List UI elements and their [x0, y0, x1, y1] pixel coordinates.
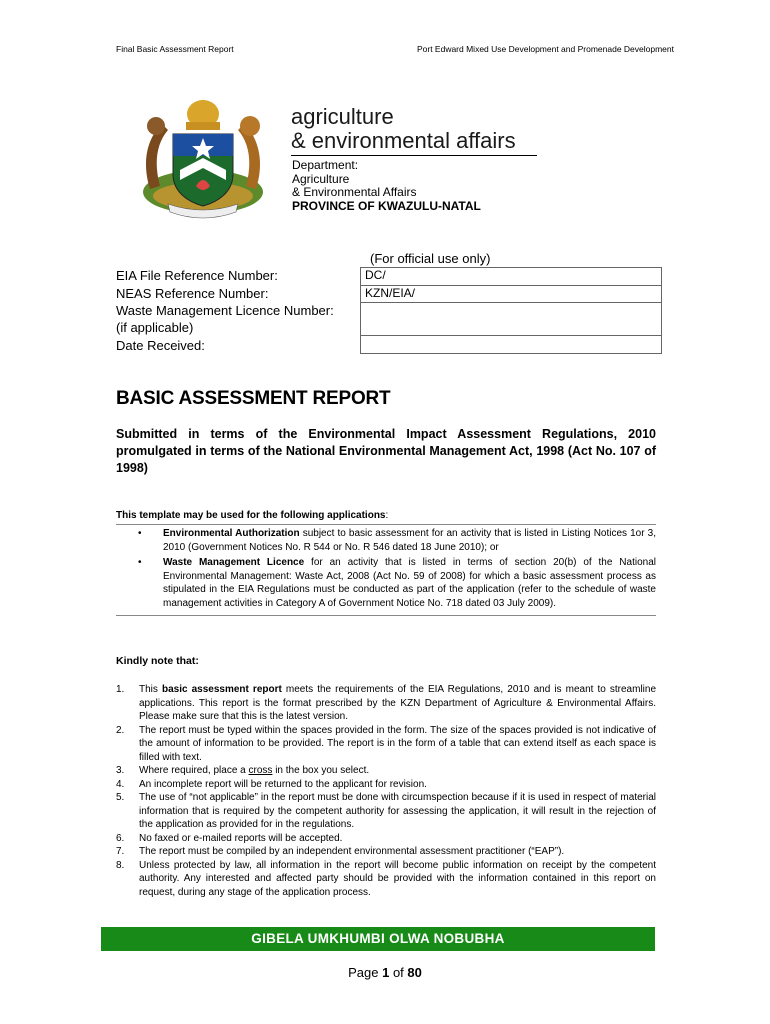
note-number: 3. [116, 765, 125, 776]
list-item [116, 778, 656, 792]
bullet-icon: • [138, 557, 142, 568]
submitted-text: Submitted in terms of the Environmental Impact Assessment Regulations, 2010 promulgated in terms of the National Environmental Management Act, 1998 (Act No. 107 of 1998) [116, 427, 656, 475]
note-text: No faxed or e-mailed reports will be accepted. [139, 832, 343, 844]
date-received-field[interactable] [361, 336, 662, 354]
note-text: Unless protected by law, all information in the report will become public information on receipt by the competent authority. Any interested and affected party should be provided with the information contained in this report on request, during any stage of the application process. [139, 859, 656, 898]
template-intro [116, 510, 388, 521]
page-label: Page [348, 965, 383, 980]
neas-ref-label: NEAS Reference Number: [116, 286, 269, 301]
template-intro-colon: : [385, 510, 389, 521]
template-intro-bold: This template may be used for the following applications [116, 510, 386, 521]
note-bold: basic assessment report [161, 684, 282, 695]
note-number: 2. [116, 724, 125, 736]
note-underline: cross [248, 765, 273, 776]
dept-title-line2: & environmental affairs [291, 128, 516, 153]
list-item [116, 832, 656, 846]
note-number: 7. [116, 846, 125, 857]
item-bold: Environmental Authorization [163, 528, 300, 539]
note-text: This [139, 684, 162, 695]
note-text: Where required, place a [139, 765, 249, 776]
dept-line2: & Environmental Affairs [292, 185, 417, 199]
province: PROVINCE OF KWAZULU-NATAL [292, 199, 481, 213]
list-item [116, 683, 656, 724]
waste-licence-field[interactable] [361, 303, 662, 336]
item-text: subject to basic assessment for an activity that is listed in Listing Notices 1or 3, 2010 (Government Notices No. R 544 or No. R 546 dated 18 June 2010); or [163, 528, 656, 553]
if-applicable-label: (if applicable) [116, 320, 194, 335]
item-text: for an activity that is listed in terms of section 20(b) of the National Environmental Management: Waste Act, 2008 (Act No. 59 of 2008) for which a basic assessment process as stipulated in the EIA Regulations must be conducted as part of the application (refer to the schedule of waste management activities in Category A of Government Notice No. 718 dated 03 July 2009). [163, 557, 656, 609]
notes-heading: Kindly note that: [116, 655, 199, 667]
list-item [116, 859, 656, 900]
note-number: 4. [116, 778, 125, 790]
dept-rule [291, 155, 537, 156]
item-bold: Waste Management Licence [163, 557, 305, 568]
dept-line1: Agriculture [292, 172, 350, 186]
official-use-heading: (For official use only) [370, 251, 491, 266]
dept-label: Department: [292, 158, 359, 172]
waste-licence-label: Waste Management Licence Number: [116, 303, 334, 318]
note-text: The use of “not applicable” in the report must be done with circumspection because if it is used in respect of material information that is required by the competent authority for assessing the application, it will result in the rejection of the application as provided for in the regulations. [139, 792, 656, 830]
page-total: 80 [407, 965, 422, 980]
page-title: BASIC ASSESSMENT REPORT [116, 388, 391, 409]
note-text: An incomplete report will be returned to the applicant for revision. [139, 778, 427, 790]
note-number: 8. [116, 859, 125, 871]
date-received-label: Date Received: [116, 338, 205, 353]
list-item [116, 527, 656, 554]
note-text: meets the requirements of the EIA Regulations, 2010 and is meant to streamline applications. This report is the format prescribed by the KZN Department of Agriculture & Environmental Affairs. Please make sure that this is the latest version. [139, 684, 657, 722]
list-item [116, 764, 656, 778]
dept-title-line1: agriculture [291, 104, 394, 129]
coat-of-arms-icon [128, 94, 278, 224]
eia-ref-field[interactable]: DC/ [361, 268, 662, 286]
list-item [116, 724, 656, 765]
list-item [116, 791, 656, 832]
header-left: Final Basic Assessment Report [116, 44, 234, 54]
list-item [116, 845, 656, 859]
list-item [116, 556, 656, 610]
note-number: 6. [116, 832, 125, 844]
note-number: 1. [116, 684, 125, 695]
note-text: The report must be compiled by an independent environmental assessment practitioner (“EAP”). [139, 846, 565, 857]
template-list [116, 524, 656, 616]
motto-banner: GIBELA UMKHUMBI OLWA NOBUBHA [101, 927, 655, 951]
eia-ref-label: EIA File Reference Number: [116, 268, 278, 283]
page-number [0, 965, 770, 980]
note-text: in the box you select. [272, 765, 370, 776]
neas-ref-field[interactable]: KZN/EIA/ [361, 286, 662, 303]
reference-table [360, 267, 662, 354]
page-current: 1 [382, 965, 390, 980]
page-of: of [389, 965, 408, 980]
note-text: The report must be typed within the spaces provided in the form. The size of the spaces provided is not indicative of the amount of information to be provided. The report is in the form of a table that can extend itself as each space is filled with text. [139, 724, 656, 763]
notes-list [116, 683, 656, 899]
note-number: 5. [116, 792, 125, 803]
bullet-icon: • [138, 528, 142, 539]
header-right: Port Edward Mixed Use Development and Promenade Development [416, 44, 674, 54]
